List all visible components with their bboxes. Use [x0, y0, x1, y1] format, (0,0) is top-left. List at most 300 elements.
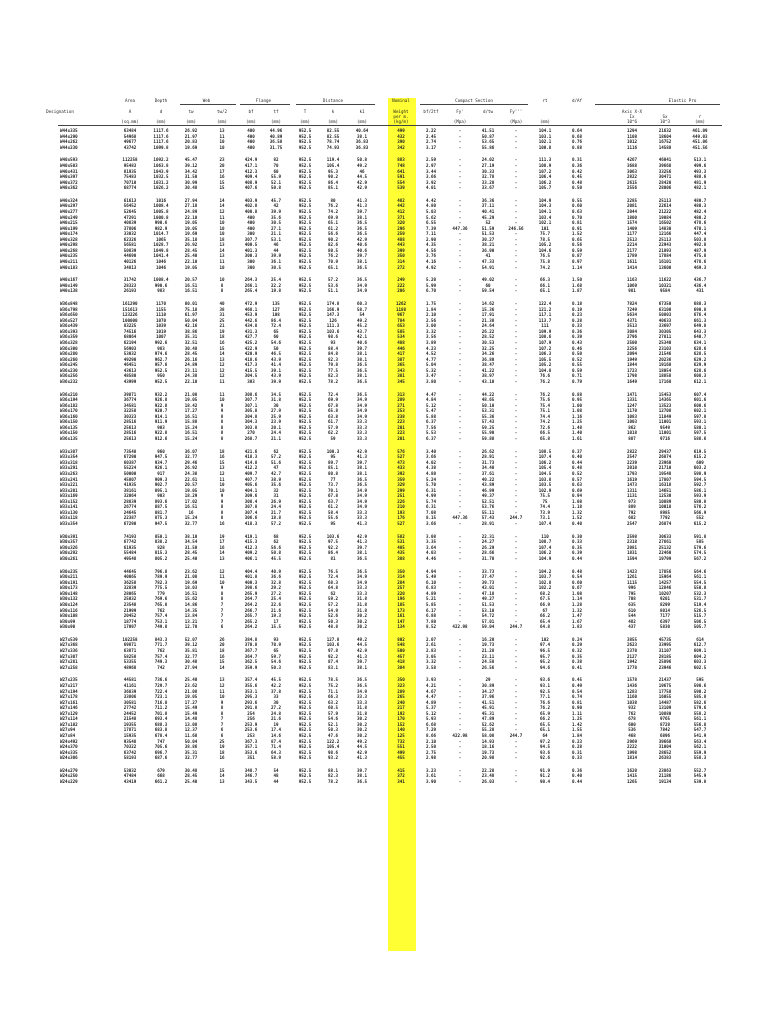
table-cell: 41935 [123, 482, 137, 488]
table-cell: 402.8 [244, 203, 258, 209]
table-cell: - [514, 139, 518, 145]
table-cell: 33.3 [356, 436, 368, 442]
header-sub-label: Ix [629, 114, 635, 119]
table-cell: - [458, 413, 462, 419]
section-designation: W40x297 [60, 203, 78, 209]
table-cell: 895.1 [154, 487, 168, 493]
table-cell: 54.6 [270, 340, 282, 345]
table-cell: 14.93 [481, 738, 495, 744]
table-cell: - [514, 312, 518, 318]
table-cell: 422.9 [244, 345, 258, 351]
table-cell: 32839 [123, 585, 137, 591]
table-cell: 649.8 [693, 323, 707, 329]
table-cell: 28839 [123, 498, 137, 504]
table-cell: 3688 [626, 162, 638, 168]
table-cell: 39.73 [481, 579, 495, 585]
table-cell: 619.5 [693, 448, 707, 454]
table-cell: 253 [247, 732, 255, 738]
table-cell: 5.99 [425, 282, 437, 288]
table-cell: 23946 [658, 664, 672, 670]
table-cell: 38.97 [481, 373, 495, 379]
section-designation: W30x191 [60, 579, 78, 585]
table-cell: 8985 [659, 509, 671, 515]
header-column-label: tw [188, 109, 194, 114]
table-cell: 5.20 [425, 277, 437, 283]
table-cell: - [514, 482, 518, 488]
table-cell: - [514, 504, 518, 510]
table-cell: 53.65 [481, 139, 495, 145]
table-cell: 5.37 [425, 705, 437, 711]
table-cell: 78.2 [327, 779, 339, 784]
table-cell: 57.2 [270, 454, 282, 460]
table-cell: 5.24 [425, 476, 437, 482]
table-cell: 40.6 [356, 242, 368, 248]
table-cell: - [514, 694, 518, 700]
table-cell: 10321 [658, 282, 672, 288]
table-cell: 50.3 [270, 664, 282, 670]
table-cell: 952.5 [298, 607, 312, 613]
section-designation: W44x262 [60, 139, 78, 145]
table-cell: 41.4 [270, 362, 282, 368]
table-cell: 582 [397, 533, 405, 539]
table-cell: 6.70 [425, 288, 437, 294]
header-group-label: rt [542, 98, 548, 103]
table-cell: 679 [157, 767, 165, 773]
table-cell: 505.7 [693, 624, 707, 630]
table-cell: 108.5 [538, 448, 552, 454]
table-cell: 71.1 [327, 688, 339, 694]
table-cell: 0.70 [571, 214, 583, 220]
table-cell: 920.7 [154, 408, 168, 414]
table-cell: 561.1 [693, 716, 707, 722]
table-cell: 34.9 [356, 487, 368, 493]
table-cell: - [514, 727, 518, 733]
table-cell: 304.5 [244, 373, 258, 379]
table-cell: 3.44 [425, 168, 437, 174]
table-cell: 56.6 [270, 544, 282, 550]
table-cell: 14.6 [270, 732, 282, 738]
table-cell: 952.5 [298, 721, 312, 727]
table-cell: 254 [247, 710, 255, 716]
table-cell: 5.74 [425, 498, 437, 504]
table-cell: 0.59 [571, 367, 583, 373]
table-cell: 74.4 [539, 504, 551, 510]
table-cell: 53032 [123, 351, 137, 357]
table-cell: 25.40 [184, 677, 198, 683]
table-cell: 952.5 [154, 367, 168, 373]
table-cell: 0.36 [571, 767, 583, 773]
table-cell: 5.88 [425, 413, 437, 419]
table-cell: 36.1 [270, 258, 282, 264]
table-cell: 268.7 [244, 436, 258, 442]
table-cell: 41.3 [356, 454, 368, 460]
table-cell: 97.4 [539, 642, 551, 648]
section-designation: W27x235 [60, 677, 78, 683]
table-cell: 952.5 [298, 197, 312, 203]
table-cell: 48.8 [327, 624, 339, 630]
table-cell: 10207 [658, 590, 672, 596]
table-cell: 952.5 [298, 323, 312, 329]
table-cell: 544 [628, 613, 636, 619]
table-cell: 21546 [658, 351, 672, 357]
table-cell: 52.07 [184, 636, 198, 642]
table-cell: 37.11 [481, 203, 495, 209]
table-cell: - [458, 247, 462, 253]
table-cell: 35.31 [184, 749, 198, 755]
table-cell: 10 [219, 264, 225, 270]
table-cell: 4.47 [425, 391, 437, 397]
table-cell: 10 [219, 694, 225, 700]
table-cell: 226 [397, 498, 405, 504]
table-cell: 34.9 [356, 504, 368, 510]
table-cell: 9549 [659, 424, 671, 430]
table-cell: 104.6 [538, 247, 552, 253]
table-cell: 7792 [659, 515, 671, 521]
table-cell: 25.9 [270, 413, 282, 419]
header-unit-label: 10^3 [659, 119, 671, 124]
table-cell: 49.2 [356, 738, 368, 744]
table-cell: 1247 [626, 402, 638, 408]
table-cell: 67.8 [327, 493, 339, 499]
table-cell: 323 [397, 683, 405, 688]
table-cell: 33.3 [356, 515, 368, 521]
header-unit-label: (mm) [216, 119, 228, 124]
table-cell: 26.56 [481, 664, 495, 670]
table-cell: 408.9 [244, 179, 258, 185]
table-cell: 23.9 [270, 419, 282, 425]
table-cell: 417 [397, 351, 405, 357]
table-cell: 370.8 [244, 642, 258, 648]
table-cell: 952.5 [298, 334, 312, 340]
table-cell: 372 [397, 773, 405, 779]
table-cell: 0.65 [571, 236, 583, 242]
table-cell: 76.5 [539, 253, 551, 259]
table-cell: - [514, 242, 518, 248]
table-cell: 96.5 [539, 648, 551, 654]
table-cell: 482.1 [693, 185, 707, 191]
table-cell: 635 [628, 601, 636, 607]
section-designation: W36x150 [60, 430, 78, 436]
table-cell: 0.45 [571, 677, 583, 683]
table-cell: 67350 [658, 301, 672, 307]
table-cell: 911.9 [154, 419, 168, 425]
table-cell: - [458, 659, 462, 665]
table-cell: 1038 [626, 699, 638, 705]
table-cell: 7177 [659, 613, 671, 619]
header-column-label: T [303, 109, 307, 114]
table-cell: 2.97 [425, 162, 437, 168]
header-column-label: Fy''' [509, 109, 523, 114]
table-cell: 4.21 [425, 683, 437, 688]
table-cell: 952.5 [298, 585, 312, 591]
table-cell: 16 [188, 509, 194, 515]
table-cell: 36258 [123, 579, 137, 585]
table-cell: 30 [273, 699, 279, 705]
table-cell: 25032 [123, 596, 137, 602]
table-cell: 72.6 [539, 424, 551, 430]
section-designation: W33x387 [60, 448, 78, 454]
table-cell: 400 [247, 144, 255, 150]
table-cell: 6 [220, 727, 224, 733]
table-cell: 33.67 [481, 185, 495, 191]
table-cell: 412.3 [244, 544, 258, 550]
table-cell: 18604 [658, 133, 672, 139]
table-cell: 0.63 [571, 209, 583, 215]
table-cell: 36.5 [356, 482, 368, 488]
table-cell: - [458, 767, 462, 773]
table-cell: 990.6 [154, 220, 168, 226]
header-column-label: k1 [359, 109, 365, 114]
table-cell: 49.37 [481, 493, 495, 499]
table-cell: 307.7 [244, 397, 258, 403]
table-cell: 16318 [658, 482, 672, 488]
table-cell: 78.5 [327, 677, 339, 683]
table-cell: 418 [397, 659, 405, 665]
table-cell: 0.37 [571, 448, 583, 454]
table-cell: 527 [397, 454, 405, 460]
table-cell: 36.5 [356, 378, 368, 384]
section-designation: W24x335 [60, 749, 78, 755]
table-cell: 39.7 [356, 767, 368, 773]
table-cell: 21.97 [184, 133, 198, 139]
table-cell: 1155 [155, 306, 167, 312]
table-cell: 107.9 [538, 340, 552, 345]
table-cell: 299 [397, 487, 405, 493]
table-cell: 18.8 [270, 515, 282, 521]
table-cell: 552.7 [693, 767, 707, 773]
table-cell: - [514, 391, 518, 397]
table-cell: - [458, 755, 462, 761]
table-cell: 36.5 [356, 264, 368, 270]
table-cell: 447.36 [452, 515, 468, 521]
table-cell: 3.47 [425, 373, 437, 379]
table-cell: 7 [220, 716, 224, 722]
table-cell: 8.52 [425, 624, 437, 630]
table-cell: 31.8 [356, 705, 368, 711]
table-cell: 2.75 [425, 749, 437, 755]
table-cell: 0.54 [571, 574, 583, 580]
table-cell: 48968 [123, 664, 137, 670]
table-cell: - [514, 659, 518, 665]
table-cell: 552 [696, 515, 704, 521]
table-cell: 21.1 [270, 231, 282, 237]
table-cell: 50.3 [327, 727, 339, 733]
table-cell: 38 [219, 306, 225, 312]
table-cell: 21.08 [184, 688, 198, 694]
section-designation: W40x183 [60, 264, 78, 270]
table-cell: 173 [397, 607, 405, 613]
table-cell: 104.3 [538, 203, 552, 209]
table-cell: 4.80 [425, 470, 437, 476]
table-cell: - [458, 721, 462, 727]
table-cell: 409.7 [244, 470, 258, 476]
table-cell: 30.5 [270, 264, 282, 270]
table-cell: 59.54 [481, 288, 495, 294]
table-cell: 7 [220, 607, 224, 613]
section-designation: W24x306 [60, 755, 78, 761]
table-cell: 6.55 [425, 220, 437, 226]
header-group-label: Flange [255, 98, 272, 103]
table-cell: 1.16 [571, 413, 583, 419]
header-unit-label: (Mpa) [509, 119, 523, 124]
table-cell: 31004 [658, 744, 672, 750]
table-cell: 952.5 [298, 744, 312, 750]
table-cell: 36.5 [356, 555, 368, 561]
table-cell: - [458, 258, 462, 264]
table-cell: 15964 [658, 574, 672, 580]
table-cell: - [458, 607, 462, 613]
table-cell: 16 [219, 520, 225, 526]
table-cell: 39.9 [270, 253, 282, 259]
table-cell: - [458, 185, 462, 191]
table-cell: - [458, 727, 462, 733]
table-cell: 75.4 [539, 402, 551, 408]
table-cell: 38.1 [356, 351, 368, 357]
table-cell: 19.8 [270, 288, 282, 294]
table-cell: 2256 [626, 345, 638, 351]
table-cell: 67.5 [539, 596, 551, 602]
table-cell: 952.5 [298, 568, 312, 574]
table-cell: 406.1 [244, 555, 258, 561]
table-cell: 42.1 [356, 334, 368, 340]
header-column-label: Axis X-X [621, 109, 643, 114]
table-cell: 472.9 [244, 301, 258, 307]
table-cell: 307.4 [244, 509, 258, 515]
table-cell: 983 [157, 345, 165, 351]
table-cell: 22.28 [481, 767, 495, 773]
table-cell: 47.89 [481, 716, 495, 722]
table-cell: 55.9 [270, 174, 282, 180]
section-designation: W27x84 [60, 732, 76, 738]
table-cell: 1798 [626, 373, 638, 379]
table-cell: 482 [397, 197, 405, 203]
table-cell: 43613 [123, 367, 137, 373]
table-cell: 432 [397, 133, 405, 139]
header-rule-elastic [595, 104, 720, 105]
table-cell: 947.5 [154, 454, 168, 460]
table-cell: 48.65 [481, 397, 495, 403]
table-cell: 952.5 [298, 402, 312, 408]
table-cell: 106.2 [538, 179, 552, 185]
section-designation: W36x182 [60, 402, 78, 408]
table-cell: 23.62 [184, 568, 198, 574]
table-cell: 50.04 [184, 317, 198, 323]
table-cell: 455 [397, 755, 405, 761]
table-cell: 33.28 [481, 179, 495, 185]
table-cell: 106.2 [538, 550, 552, 556]
table-cell: 17871 [123, 727, 137, 733]
table-cell: 33.3 [356, 424, 368, 430]
table-cell: 4.67 [425, 688, 437, 694]
table-cell: 1046 [155, 258, 167, 264]
section-designation: W30x211 [60, 574, 78, 580]
table-cell: 422.98 [452, 624, 468, 630]
table-cell: 41.51 [481, 699, 495, 705]
table-cell: 35.6 [270, 214, 282, 220]
table-cell: 1.50 [571, 277, 583, 283]
table-cell: 94.5 [539, 744, 551, 750]
table-cell: 170 [397, 716, 405, 722]
table-cell: 838.2 [154, 539, 168, 545]
table-cell: - [514, 699, 518, 705]
table-cell: 28065 [123, 590, 137, 596]
table-cell: 30 [273, 402, 279, 408]
section-designation: W33x354 [60, 454, 78, 460]
table-cell: 400 [247, 220, 255, 226]
table-cell: 15453 [658, 391, 672, 397]
table-cell: 53032 [123, 767, 137, 773]
table-cell: 23863 [658, 767, 672, 773]
table-cell: 1.83 [571, 624, 583, 630]
table-cell: 952.5 [298, 128, 312, 133]
table-cell: 7 [220, 721, 224, 727]
table-cell: 19084 [658, 214, 672, 220]
table-cell: 7.11 [425, 231, 437, 237]
table-cell: 0.68 [571, 133, 583, 139]
table-cell: 74.4 [539, 413, 551, 419]
table-cell: 1039 [155, 323, 167, 329]
table-cell: 1331 [626, 397, 638, 403]
table-cell: 421.6 [244, 448, 258, 454]
table-cell: 47 [273, 465, 279, 471]
table-cell: 400 [247, 139, 255, 145]
table-cell: 40.89 [269, 133, 283, 139]
table-cell: - [458, 744, 462, 750]
table-cell: 192 [397, 710, 405, 716]
table-cell: - [514, 498, 518, 504]
table-cell: 31.8 [356, 596, 368, 602]
table-cell: 461.09 [692, 128, 708, 133]
table-cell: 21222 [658, 209, 672, 215]
table-cell: 2.10 [425, 738, 437, 744]
table-cell: 12846 [658, 585, 672, 591]
table-cell: 591.8 [693, 533, 707, 539]
table-cell: 433 [397, 465, 405, 471]
table-cell: 30633 [658, 533, 672, 539]
table-cell: 21186 [658, 773, 672, 779]
table-cell: 26.62 [481, 448, 495, 454]
table-cell: 2010 [626, 465, 638, 471]
table-cell: 3.66 [425, 454, 437, 460]
table-cell: 678 [628, 716, 636, 722]
table-cell: 556.8 [693, 721, 707, 727]
table-cell: 93.6 [539, 677, 551, 683]
header-rule-web [180, 104, 236, 105]
table-cell: 602.5 [693, 664, 707, 670]
table-cell: 952.5 [298, 659, 312, 665]
table-cell: - [514, 408, 518, 414]
table-cell: 593.1 [693, 419, 707, 425]
table-cell: 687.6 [154, 755, 168, 761]
table-cell: - [458, 574, 462, 580]
table-cell: 729.7 [154, 683, 168, 688]
section-designation: W33x201 [60, 487, 78, 493]
table-cell: 270 [247, 430, 255, 436]
table-cell: 0.33 [571, 755, 583, 761]
table-cell: 4.80 [425, 203, 437, 209]
table-cell: 20236 [658, 356, 672, 362]
table-cell: 609.1 [693, 648, 707, 654]
section-designation: W36x194 [60, 397, 78, 403]
table-cell: 65.5 [539, 721, 551, 727]
header-unit-label: (Mpa) [453, 119, 467, 124]
table-cell: - [514, 162, 518, 168]
table-cell: 503.8 [693, 236, 707, 242]
section-designation: W44x230 [60, 144, 78, 150]
section-designation: W36x210 [60, 391, 78, 397]
table-cell: 7249 [626, 306, 638, 312]
table-cell: - [458, 436, 462, 442]
